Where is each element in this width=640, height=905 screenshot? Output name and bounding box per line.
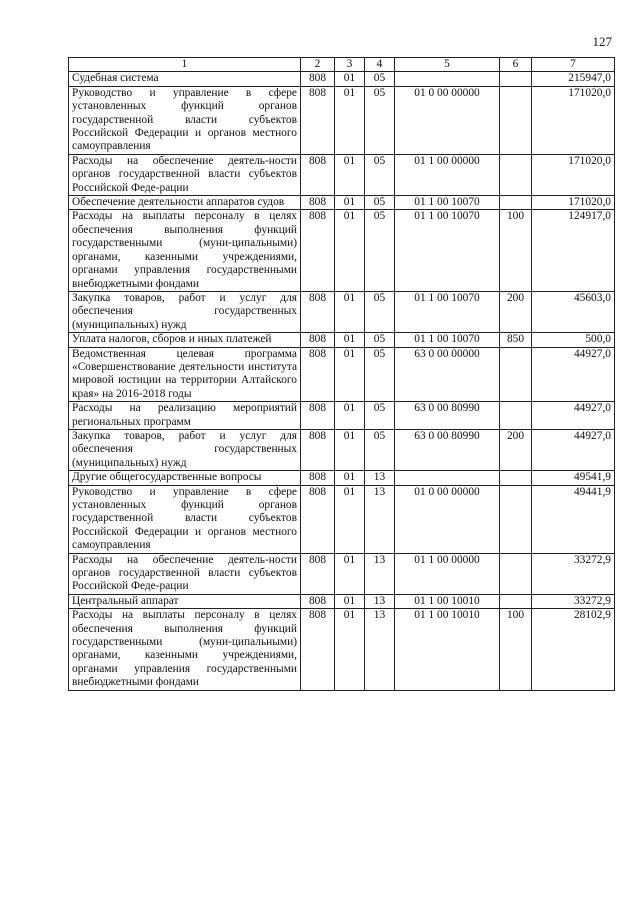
row-amount-cell: 33272,9 [532,553,615,594]
row-name-cell: Расходы на реализацию мероприятий региональных программ [69,402,301,430]
row-target-article-cell: 63 0 00 80990 [395,429,500,470]
row-expense-type-cell: 850 [500,333,532,347]
table-row [69,402,615,430]
row-expense-type-cell [500,402,532,430]
row-name-cell: Судебная система [69,72,301,86]
row-subsection-cell: 05 [365,86,395,154]
row-code-cell: 808 [301,72,335,86]
row-subsection-cell: 05 [365,154,395,195]
row-section-cell: 01 [335,609,365,690]
row-expense-type-cell [500,594,532,608]
column-header: 4 [365,58,395,72]
row-code-cell: 808 [301,402,335,430]
row-target-article-cell [395,72,500,86]
row-expense-type-cell [500,347,532,402]
row-target-article-cell: 01 1 00 10070 [395,210,500,291]
row-name-cell: Закупка товаров, работ и услуг для обеспечения государственных (муниципальных) нужд [69,291,301,332]
row-code-cell: 808 [301,594,335,608]
table-row [69,333,615,347]
row-code-cell: 808 [301,86,335,154]
row-code-cell: 808 [301,196,335,210]
row-name-cell: Расходы на обеспечение деятель-ности органов государственной власти субъектов Российской Феде-рации [69,553,301,594]
row-name-cell: Руководство и управление в сфере установленных функций органов государственной власти субъектов Российской Федерации и органов местного самоуправления [69,485,301,553]
row-name-cell: Закупка товаров, работ и услуг для обеспечения государственных (муниципальных) нужд [69,429,301,470]
row-code-cell: 808 [301,154,335,195]
table-row [69,347,615,402]
row-subsection-cell: 05 [365,210,395,291]
column-header: 6 [500,58,532,72]
row-section-cell: 01 [335,333,365,347]
row-expense-type-cell [500,86,532,154]
row-target-article-cell [395,471,500,485]
row-target-article-cell: 01 1 00 10010 [395,609,500,690]
row-section-cell: 01 [335,347,365,402]
row-amount-cell: 28102,9 [532,609,615,690]
row-name-cell: Расходы на выплаты персоналу в целях обеспечения выполнения функций государственными (муни-ципальными) органами, казенными учреждениями, органами управления государственными внебюджетными фондами [69,609,301,690]
row-amount-cell: 49441,9 [532,485,615,553]
table-row [69,86,615,154]
row-amount-cell: 33272,9 [532,594,615,608]
row-amount-cell: 215947,0 [532,72,615,86]
row-name-cell: Расходы на обеспечение деятель-ности органов государственной власти субъектов Российской Феде-рации [69,154,301,195]
row-section-cell: 01 [335,594,365,608]
row-code-cell: 808 [301,609,335,690]
row-subsection-cell: 05 [365,196,395,210]
table-row [69,429,615,470]
header-row [69,58,615,72]
row-expense-type-cell [500,471,532,485]
column-header: 1 [69,58,301,72]
row-name-cell: Центральный аппарат [69,594,301,608]
row-code-cell: 808 [301,333,335,347]
row-section-cell: 01 [335,154,365,195]
row-amount-cell: 171020,0 [532,196,615,210]
row-amount-cell: 44927,0 [532,429,615,470]
row-amount-cell: 124917,0 [532,210,615,291]
row-code-cell: 808 [301,210,335,291]
row-target-article-cell: 01 1 00 10010 [395,594,500,608]
table-row [69,609,615,690]
row-expense-type-cell: 100 [500,609,532,690]
column-header: 7 [532,58,615,72]
row-name-cell: Другие общегосударственные вопросы [69,471,301,485]
table-row [69,291,615,332]
row-target-article-cell: 01 1 00 00000 [395,154,500,195]
row-subsection-cell: 13 [365,471,395,485]
row-amount-cell: 49541,9 [532,471,615,485]
table-row [69,196,615,210]
row-target-article-cell: 01 0 00 00000 [395,485,500,553]
row-subsection-cell: 05 [365,291,395,332]
row-section-cell: 01 [335,429,365,470]
column-header: 5 [395,58,500,72]
table-row [69,154,615,195]
row-expense-type-cell: 200 [500,429,532,470]
row-name-cell: Расходы на выплаты персоналу в целях обеспечения выполнения функций государственными (муни-ципальными) органами, казенными учреждениями, органами управления государственными внебюджетными фондами [69,210,301,291]
row-target-article-cell: 63 0 00 80990 [395,402,500,430]
row-subsection-cell: 05 [365,347,395,402]
table-row [69,594,615,608]
row-subsection-cell: 05 [365,402,395,430]
row-subsection-cell: 05 [365,72,395,86]
row-target-article-cell: 01 1 00 00000 [395,553,500,594]
row-subsection-cell: 13 [365,485,395,553]
row-expense-type-cell [500,72,532,86]
row-subsection-cell: 13 [365,594,395,608]
row-target-article-cell: 01 1 00 10070 [395,196,500,210]
row-target-article-cell: 01 1 00 10070 [395,291,500,332]
row-expense-type-cell [500,196,532,210]
row-amount-cell: 44927,0 [532,347,615,402]
row-name-cell: Обеспечение деятельности аппаратов судов [69,196,301,210]
row-name-cell: Руководство и управление в сфере установленных функций органов государственной власти субъектов Российской Федерации и органов местного самоуправления [69,86,301,154]
column-header: 3 [335,58,365,72]
table-row [69,72,615,86]
table-row [69,485,615,553]
row-section-cell: 01 [335,471,365,485]
row-expense-type-cell: 100 [500,210,532,291]
row-amount-cell: 171020,0 [532,154,615,195]
row-section-cell: 01 [335,291,365,332]
row-subsection-cell: 13 [365,609,395,690]
row-expense-type-cell: 200 [500,291,532,332]
row-section-cell: 01 [335,86,365,154]
table-row [69,553,615,594]
row-expense-type-cell [500,553,532,594]
row-code-cell: 808 [301,471,335,485]
row-section-cell: 01 [335,210,365,291]
row-subsection-cell: 05 [365,429,395,470]
row-amount-cell: 171020,0 [532,86,615,154]
page-number: 127 [592,34,612,49]
row-section-cell: 01 [335,402,365,430]
row-subsection-cell: 05 [365,333,395,347]
row-section-cell: 01 [335,72,365,86]
row-amount-cell: 500,0 [532,333,615,347]
row-code-cell: 808 [301,347,335,402]
row-subsection-cell: 13 [365,553,395,594]
row-code-cell: 808 [301,485,335,553]
row-code-cell: 808 [301,553,335,594]
table-row [69,210,615,291]
column-header: 2 [301,58,335,72]
row-section-cell: 01 [335,196,365,210]
row-name-cell: Ведомственная целевая программа «Совершенствование деятельности института мировой юстиции на территории Алтайского края» на 2016-2018 годы [69,347,301,402]
row-section-cell: 01 [335,485,365,553]
row-target-article-cell: 01 1 00 10070 [395,333,500,347]
row-amount-cell: 44927,0 [532,402,615,430]
row-expense-type-cell [500,154,532,195]
table-row [69,471,615,485]
row-expense-type-cell [500,485,532,553]
row-target-article-cell: 01 0 00 00000 [395,86,500,154]
budget-table [68,57,615,691]
row-section-cell: 01 [335,553,365,594]
row-name-cell: Уплата налогов, сборов и иных платежей [69,333,301,347]
row-code-cell: 808 [301,429,335,470]
row-amount-cell: 45603,0 [532,291,615,332]
row-code-cell: 808 [301,291,335,332]
row-target-article-cell: 63 0 00 00000 [395,347,500,402]
